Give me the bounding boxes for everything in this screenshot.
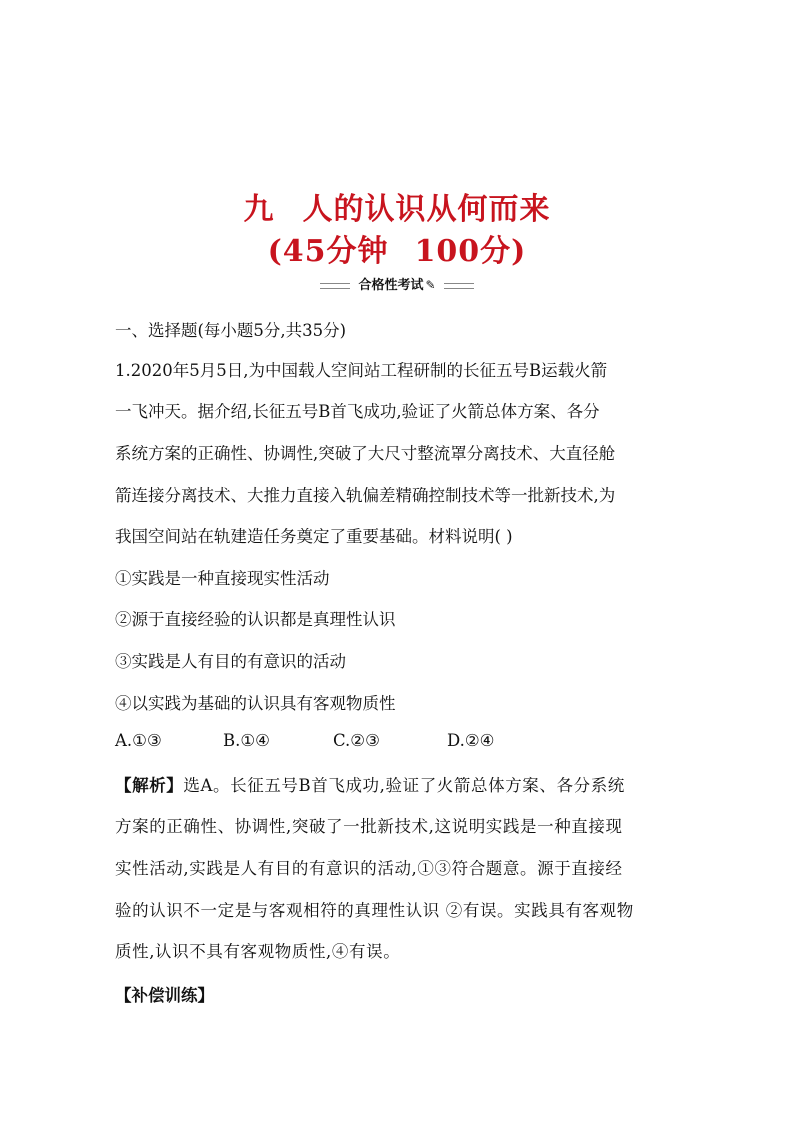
- total-score: 100分): [414, 234, 527, 269]
- question-line: 箭连接分离技术、大推力直接入轨偏差精确控制技术等一批新技术,为: [115, 486, 616, 505]
- question-line: 我国空间站在轨建造任务奠定了重要基础。材料说明( ): [115, 527, 513, 546]
- analysis-line: 实性活动,实践是人有目的有意识的活动,①③符合题意。源于直接经: [115, 859, 623, 878]
- lesson-title: [0, 184, 794, 228]
- question-line: 系统方案的正确性、协调性,突破了大尺寸整流罩分离技术、大直径舱: [115, 444, 616, 463]
- option-a: A.①③: [115, 731, 162, 750]
- question-line: 1.2020年5月5日,为中国载人空间站工程研制的长征五号B运载火箭: [115, 361, 608, 380]
- divider-left: [320, 283, 350, 289]
- question-line: 一飞冲天。据介绍,长征五号B首飞成功,验证了火箭总体方案、各分: [115, 402, 600, 421]
- analysis-line: 质性,认识不具有客观物质性,④有误。: [115, 942, 401, 961]
- lesson-title-text: 人的认识从何而来: [302, 192, 551, 227]
- exam-level-label: 合格性考试: [358, 278, 424, 293]
- analysis-first-line: 选A。长征五号B首飞成功,验证了火箭总体方案、各分系统: [183, 776, 625, 795]
- analysis-line: 验的认识不一定是与客观相符的真理性认识 ②有误。实践具有客观物: [115, 901, 634, 920]
- time-score-line: [0, 226, 794, 270]
- option-c: C.②③: [333, 731, 380, 750]
- statement-1: ①实践是一种直接现实性活动: [115, 569, 330, 588]
- divider-right: [444, 283, 474, 289]
- analysis-line: 方案的正确性、协调性,突破了一批新技术,这说明实践是一种直接现: [115, 817, 623, 836]
- statement-2: ②源于直接经验的认识都是真理性认识: [115, 610, 396, 629]
- analysis-tag: 【解析】: [115, 776, 184, 795]
- statement-3: ③实践是人有目的有意识的活动: [115, 652, 346, 671]
- exam-level-banner: [0, 274, 794, 293]
- option-b: B.①④: [223, 731, 270, 750]
- analysis-line: [115, 772, 625, 796]
- statement-4: ④以实践为基础的认识具有客观物质性: [115, 694, 396, 713]
- option-d: D.②④: [447, 731, 495, 750]
- lesson-number: 九: [243, 192, 275, 227]
- duration: (45分钟: [267, 234, 389, 269]
- supplement-tag: 【补偿训练】: [115, 986, 214, 1005]
- pencil-icon: ✎: [425, 278, 436, 292]
- section-heading: 一、选择题(每小题5分,共35分): [115, 321, 347, 340]
